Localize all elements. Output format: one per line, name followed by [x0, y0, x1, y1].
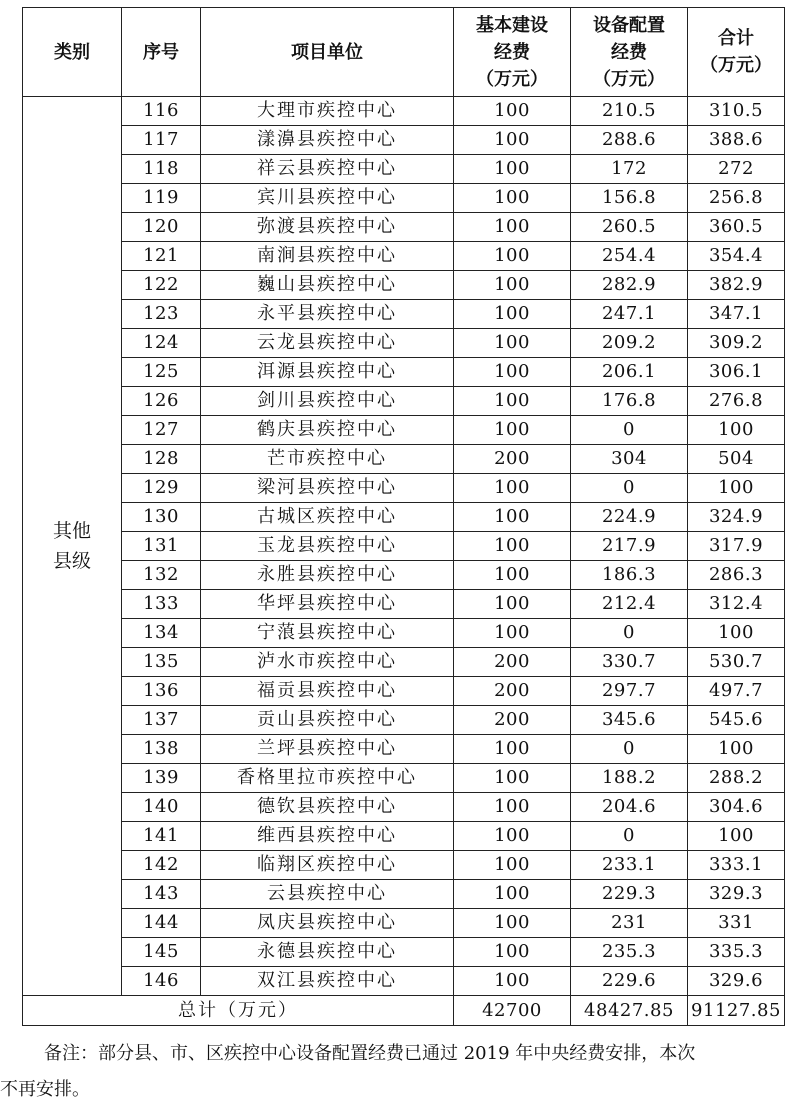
row-construction: 200	[454, 648, 571, 677]
row-index: 137	[122, 706, 201, 735]
row-equipment: 217.9	[571, 532, 688, 561]
row-construction: 100	[454, 793, 571, 822]
row-equipment: 0	[571, 822, 688, 851]
row-unit: 永德县疾控中心	[201, 938, 454, 967]
row-unit: 宾川县疾控中心	[201, 184, 454, 213]
row-equipment: 0	[571, 416, 688, 445]
row-total: 317.9	[688, 532, 785, 561]
row-unit: 剑川县疾控中心	[201, 387, 454, 416]
table-row	[23, 851, 785, 880]
row-construction: 100	[454, 329, 571, 358]
total-total: 91127.85	[688, 996, 785, 1026]
header-equipment-line: 经费	[611, 41, 647, 63]
row-unit: 永平县疾控中心	[201, 300, 454, 329]
row-construction: 100	[454, 126, 571, 155]
table-row	[23, 822, 785, 851]
row-total: 388.6	[688, 126, 785, 155]
header-category: 类别	[23, 8, 122, 97]
row-unit: 弥渡县疾控中心	[201, 213, 454, 242]
row-construction: 100	[454, 387, 571, 416]
row-construction: 100	[454, 967, 571, 996]
row-index: 132	[122, 561, 201, 590]
row-index: 144	[122, 909, 201, 938]
row-equipment: 0	[571, 474, 688, 503]
row-construction: 100	[454, 880, 571, 909]
table-row	[23, 706, 785, 735]
row-unit: 大理市疾控中心	[201, 97, 454, 126]
row-unit: 巍山县疾控中心	[201, 271, 454, 300]
table-row	[23, 648, 785, 677]
category-label: 其他	[52, 520, 91, 542]
funding-table	[22, 7, 785, 1026]
row-construction: 100	[454, 184, 571, 213]
row-index: 125	[122, 358, 201, 387]
row-total: 335.3	[688, 938, 785, 967]
header-total	[688, 8, 785, 97]
header-equipment-line: （万元）	[593, 68, 665, 90]
row-construction: 100	[454, 358, 571, 387]
row-unit: 福贡县疾控中心	[201, 677, 454, 706]
row-total: 310.5	[688, 97, 785, 126]
row-total: 545.6	[688, 706, 785, 735]
row-equipment: 229.3	[571, 880, 688, 909]
row-index: 146	[122, 967, 201, 996]
row-equipment: 297.7	[571, 677, 688, 706]
row-equipment: 188.2	[571, 764, 688, 793]
table-row	[23, 938, 785, 967]
header-unit: 项目单位	[201, 8, 454, 97]
row-index: 130	[122, 503, 201, 532]
table-row	[23, 416, 785, 445]
row-equipment: 0	[571, 619, 688, 648]
row-construction: 100	[454, 938, 571, 967]
row-total: 306.1	[688, 358, 785, 387]
row-total: 276.8	[688, 387, 785, 416]
row-index: 134	[122, 619, 201, 648]
table-row	[23, 271, 785, 300]
row-equipment: 212.4	[571, 590, 688, 619]
row-index: 145	[122, 938, 201, 967]
row-unit: 双江县疾控中心	[201, 967, 454, 996]
row-index: 140	[122, 793, 201, 822]
row-construction: 100	[454, 909, 571, 938]
row-equipment: 233.1	[571, 851, 688, 880]
row-total: 329.6	[688, 967, 785, 996]
row-equipment: 345.6	[571, 706, 688, 735]
row-equipment: 172	[571, 155, 688, 184]
row-unit: 兰坪县疾控中心	[201, 735, 454, 764]
row-index: 124	[122, 329, 201, 358]
row-construction: 100	[454, 851, 571, 880]
row-equipment: 210.5	[571, 97, 688, 126]
total-equipment: 48427.85	[571, 996, 688, 1026]
table-row	[23, 126, 785, 155]
row-unit: 贡山县疾控中心	[201, 706, 454, 735]
row-construction: 100	[454, 474, 571, 503]
table-row	[23, 155, 785, 184]
row-total: 497.7	[688, 677, 785, 706]
row-equipment: 235.3	[571, 938, 688, 967]
row-unit: 玉龙县疾控中心	[201, 532, 454, 561]
row-unit: 芒市疾控中心	[201, 445, 454, 474]
row-unit: 鹤庆县疾控中心	[201, 416, 454, 445]
table-row	[23, 358, 785, 387]
row-construction: 100	[454, 590, 571, 619]
footnote	[0, 1036, 811, 1108]
row-index: 138	[122, 735, 201, 764]
row-equipment: 176.8	[571, 387, 688, 416]
row-total: 100	[688, 619, 785, 648]
row-construction: 100	[454, 242, 571, 271]
row-unit: 宁蒗县疾控中心	[201, 619, 454, 648]
table-row	[23, 764, 785, 793]
row-construction: 100	[454, 822, 571, 851]
header-row	[23, 8, 785, 97]
row-total: 100	[688, 474, 785, 503]
row-index: 135	[122, 648, 201, 677]
row-total: 324.9	[688, 503, 785, 532]
row-unit: 漾濞县疾控中心	[201, 126, 454, 155]
row-equipment: 247.1	[571, 300, 688, 329]
table-row	[23, 503, 785, 532]
row-construction: 100	[454, 300, 571, 329]
table-row	[23, 590, 785, 619]
header-equipment-line: 设备配置	[593, 14, 665, 36]
header-equipment	[571, 8, 688, 97]
row-equipment: 206.1	[571, 358, 688, 387]
total-construction: 42700	[454, 996, 571, 1026]
row-unit: 临翔区疾控中心	[201, 851, 454, 880]
row-unit: 云县疾控中心	[201, 880, 454, 909]
row-construction: 100	[454, 416, 571, 445]
row-index: 123	[122, 300, 201, 329]
row-equipment: 304	[571, 445, 688, 474]
row-construction: 100	[454, 532, 571, 561]
row-construction: 100	[454, 764, 571, 793]
row-total: 304.6	[688, 793, 785, 822]
row-index: 117	[122, 126, 201, 155]
row-equipment: 204.6	[571, 793, 688, 822]
row-equipment: 209.2	[571, 329, 688, 358]
row-unit: 华坪县疾控中心	[201, 590, 454, 619]
table-row	[23, 474, 785, 503]
table-row	[23, 561, 785, 590]
row-index: 121	[122, 242, 201, 271]
row-total: 347.1	[688, 300, 785, 329]
row-equipment: 282.9	[571, 271, 688, 300]
table-row	[23, 387, 785, 416]
row-unit: 梁河县疾控中心	[201, 474, 454, 503]
category-label: 县级	[52, 550, 91, 572]
row-equipment: 156.8	[571, 184, 688, 213]
row-equipment: 231	[571, 909, 688, 938]
row-total: 333.1	[688, 851, 785, 880]
table-row	[23, 619, 785, 648]
table-row	[23, 184, 785, 213]
row-index: 128	[122, 445, 201, 474]
row-construction: 200	[454, 445, 571, 474]
table-row	[23, 242, 785, 271]
row-construction: 100	[454, 155, 571, 184]
table-row	[23, 532, 785, 561]
row-index: 142	[122, 851, 201, 880]
row-total: 286.3	[688, 561, 785, 590]
table-row	[23, 735, 785, 764]
row-unit: 云龙县疾控中心	[201, 329, 454, 358]
footnote-line: 备注：部分县、市、区疾控中心设备配置经费已通过 2019 年中央经费安排，本次	[44, 1043, 696, 1064]
row-construction: 100	[454, 213, 571, 242]
table-row	[23, 909, 785, 938]
row-equipment: 0	[571, 735, 688, 764]
row-equipment: 260.5	[571, 213, 688, 242]
table-row	[23, 97, 785, 126]
header-total-line: （万元）	[700, 55, 772, 76]
row-total: 256.8	[688, 184, 785, 213]
document	[22, 7, 784, 1026]
row-total: 288.2	[688, 764, 785, 793]
row-index: 133	[122, 590, 201, 619]
row-index: 127	[122, 416, 201, 445]
row-construction: 100	[454, 503, 571, 532]
row-index: 118	[122, 155, 201, 184]
row-equipment: 330.7	[571, 648, 688, 677]
row-total: 382.9	[688, 271, 785, 300]
row-total: 504	[688, 445, 785, 474]
row-construction: 100	[454, 97, 571, 126]
header-total-line: 合计	[718, 28, 754, 49]
row-total: 312.4	[688, 590, 785, 619]
table-row	[23, 300, 785, 329]
row-total: 360.5	[688, 213, 785, 242]
table-row	[23, 793, 785, 822]
row-index: 116	[122, 97, 201, 126]
header-index: 序号	[122, 8, 201, 97]
row-unit: 维西县疾控中心	[201, 822, 454, 851]
row-index: 136	[122, 677, 201, 706]
row-total: 100	[688, 822, 785, 851]
category-cell	[23, 97, 122, 996]
row-unit: 永胜县疾控中心	[201, 561, 454, 590]
row-total: 354.4	[688, 242, 785, 271]
row-total: 100	[688, 416, 785, 445]
total-label: 总计（万元）	[23, 996, 454, 1026]
table-body	[23, 97, 785, 1026]
row-index: 143	[122, 880, 201, 909]
row-index: 126	[122, 387, 201, 416]
header-construction-line: 经费	[494, 41, 530, 63]
row-unit: 洱源县疾控中心	[201, 358, 454, 387]
row-index: 131	[122, 532, 201, 561]
table-row	[23, 329, 785, 358]
table-row	[23, 445, 785, 474]
header-construction-line: 基本建设	[476, 14, 548, 36]
row-index: 122	[122, 271, 201, 300]
row-total: 309.2	[688, 329, 785, 358]
row-unit: 德钦县疾控中心	[201, 793, 454, 822]
header-construction	[454, 8, 571, 97]
total-row	[23, 996, 785, 1026]
table-row	[23, 880, 785, 909]
row-index: 139	[122, 764, 201, 793]
header-construction-line: （万元）	[476, 68, 548, 90]
row-equipment: 288.6	[571, 126, 688, 155]
row-total: 272	[688, 155, 785, 184]
row-equipment: 254.4	[571, 242, 688, 271]
row-construction: 100	[454, 735, 571, 764]
row-unit: 香格里拉市疾控中心	[201, 764, 454, 793]
table-row	[23, 677, 785, 706]
row-construction: 200	[454, 706, 571, 735]
row-equipment: 186.3	[571, 561, 688, 590]
row-construction: 100	[454, 561, 571, 590]
table-row	[23, 213, 785, 242]
row-construction: 100	[454, 271, 571, 300]
footnote-line: 不再安排。	[0, 1079, 90, 1100]
row-unit: 古城区疾控中心	[201, 503, 454, 532]
row-unit: 祥云县疾控中心	[201, 155, 454, 184]
row-index: 119	[122, 184, 201, 213]
row-total: 331	[688, 909, 785, 938]
row-unit: 南涧县疾控中心	[201, 242, 454, 271]
row-construction: 200	[454, 677, 571, 706]
row-total: 329.3	[688, 880, 785, 909]
row-equipment: 224.9	[571, 503, 688, 532]
row-index: 120	[122, 213, 201, 242]
row-unit: 泸水市疾控中心	[201, 648, 454, 677]
row-total: 100	[688, 735, 785, 764]
table-row	[23, 967, 785, 996]
row-index: 141	[122, 822, 201, 851]
row-construction: 100	[454, 619, 571, 648]
row-equipment: 229.6	[571, 967, 688, 996]
row-total: 530.7	[688, 648, 785, 677]
row-unit: 凤庆县疾控中心	[201, 909, 454, 938]
row-index: 129	[122, 474, 201, 503]
